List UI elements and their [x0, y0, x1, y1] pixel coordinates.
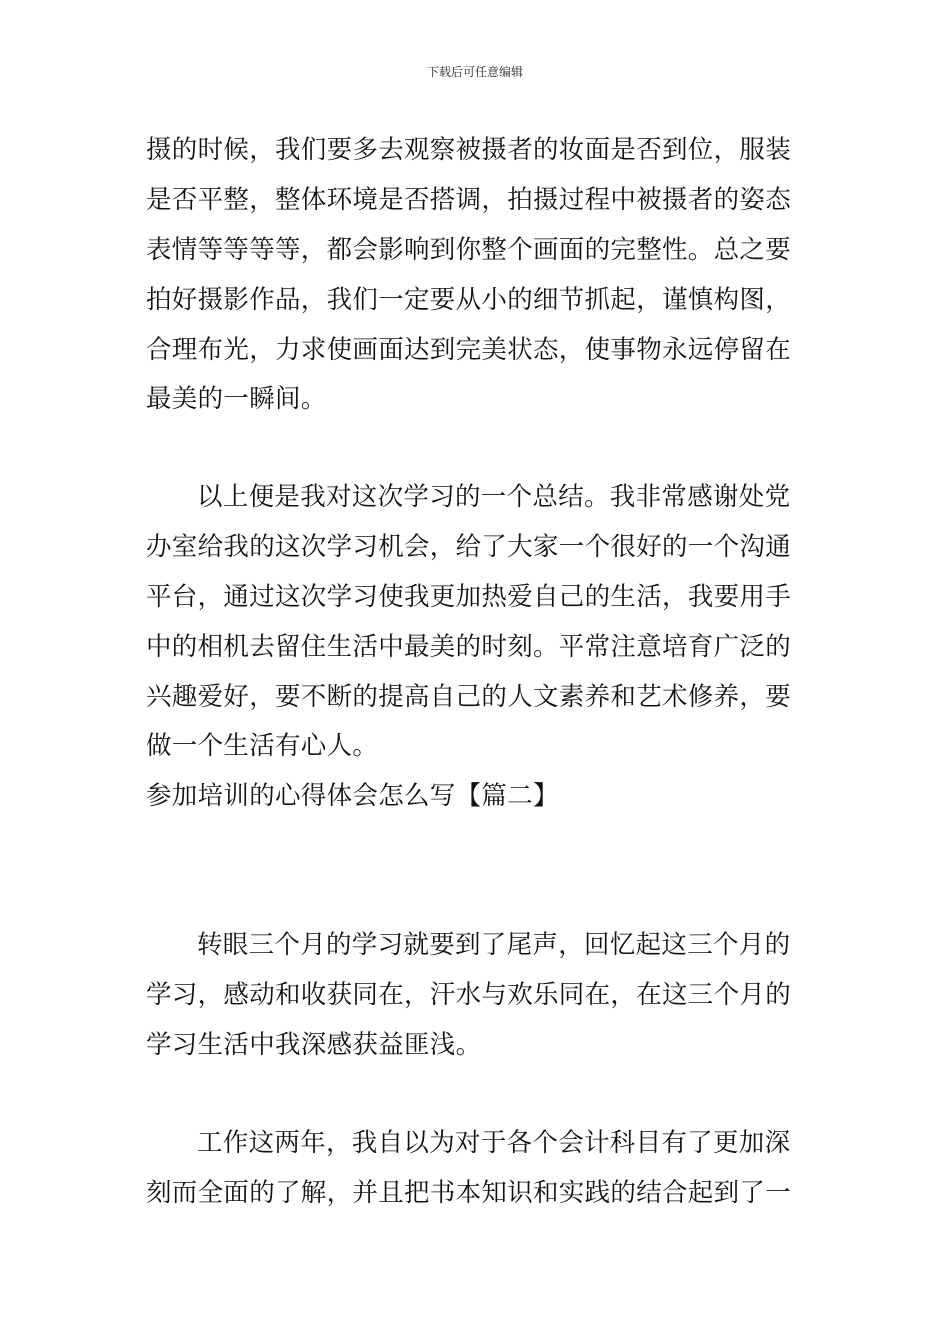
paragraph-2-line-6: 做一个生活有心人。: [146, 731, 379, 761]
paragraph-2-line-4: 中的相机去留住生活中最美的时刻。平常注意培育广泛的: [146, 632, 792, 662]
paragraph-1-line-4: 拍好摄影作品，我们一定要从小的细节抓起，谨慎构图，: [146, 285, 792, 315]
paragraph-1-line-1: 摄的时候，我们要多去观察被摄者的妆面是否到位，服装: [146, 135, 792, 165]
paragraph-1-line-6: 最美的一瞬间。: [146, 384, 327, 414]
paragraph-2-line-1: 以上便是我对这次学习的一个总结。我非常感谢处党: [197, 482, 791, 512]
paragraph-3-line-2: 学习，感动和收获同在，汗水与欢乐同在，在这三个月的: [146, 980, 792, 1010]
paragraph-1-line-5: 合理布光，力求使画面达到完美状态，使事物永远停留在: [146, 335, 792, 365]
paragraph-3-line-1: 转眼三个月的学习就要到了尾声，回忆起这三个月的: [197, 930, 791, 960]
paragraph-1-line-2: 是否平整，整体环境是否搭调，拍摄过程中被摄者的姿态: [146, 185, 792, 215]
page-header: 下载后可任意编辑: [426, 65, 523, 79]
paragraph-2-line-2: 办室给我的这次学习机会，给了大家一个很好的一个沟通: [146, 532, 792, 562]
paragraph-3-line-3: 学习生活中我深感获益匪浅。: [146, 1030, 482, 1060]
paragraph-2-line-3: 平台，通过这次学习使我更加热爱自己的生活，我要用手: [146, 582, 792, 612]
section-heading: 参加培训的心得体会怎么写【篇二】: [146, 781, 559, 811]
paragraph-2-line-5: 兴趣爱好，要不断的提高自己的人文素养和艺术修养，要: [146, 682, 792, 712]
paragraph-4-line-1: 工作这两年，我自以为对于各个会计科目有了更加深: [197, 1128, 791, 1158]
paragraph-4-line-2: 刻而全面的了解，并且把书本知识和实践的结合起到了一: [146, 1178, 792, 1208]
paragraph-1-line-3: 表情等等等等，都会影响到你整个画面的完整性。总之要: [146, 235, 792, 265]
